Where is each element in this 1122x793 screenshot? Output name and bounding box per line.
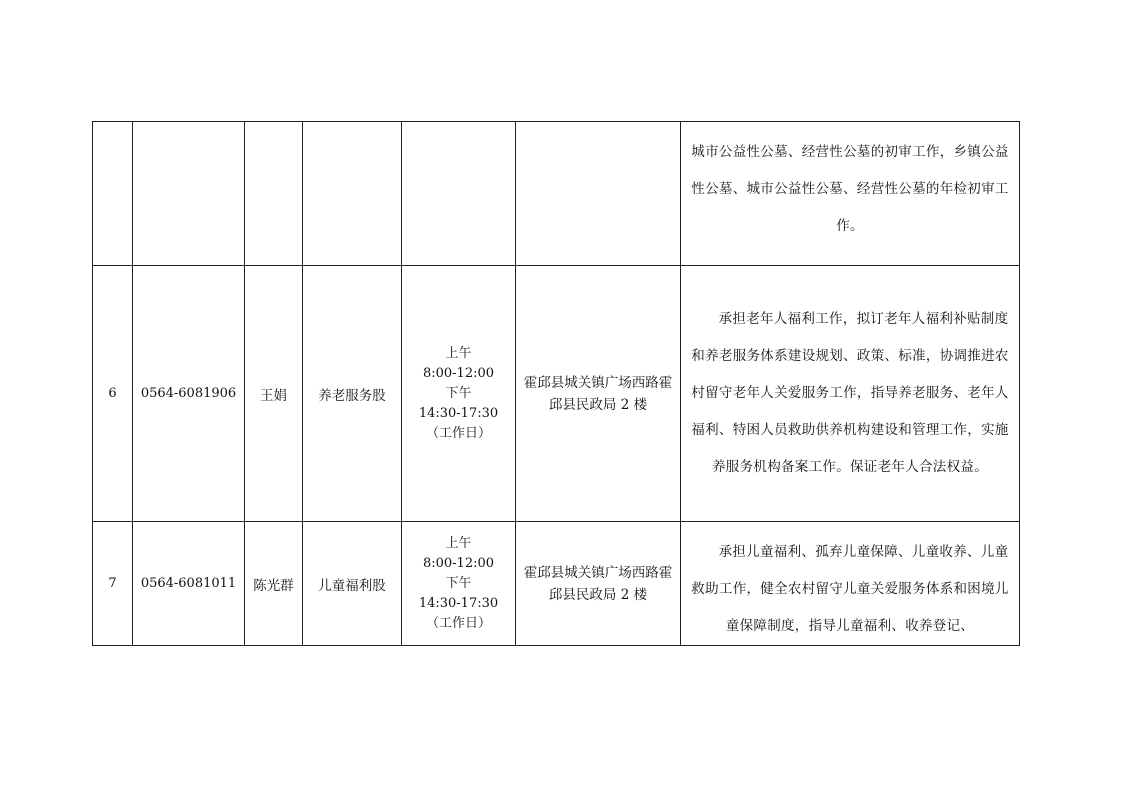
cell-dept: 儿童福利股 <box>303 522 402 646</box>
hours-am-time: 8:00-12:00 <box>422 555 495 571</box>
duty-text: 承担儿童福利、孤弃儿童保障、儿童收养、儿童救助工作，健全农村留守儿童关爱服务体系和困境儿童保障制度，指导儿童福利、收养登记、 <box>691 544 1009 634</box>
cell-hours <box>402 522 516 646</box>
cell-tel: 0564-6081906 <box>133 266 245 522</box>
duty-text: 承担老年人福利工作，拟订老年人福利补贴制度和养老服务体系建设规划、政策、标准，协调推进农村留守老年人关爱服务工作，指导养老服务、老年人福利、特困人员救助供养机构建设和管理工作，实施养服务机构备案工作。保证老年人合法权益。 <box>691 311 1009 475</box>
table-row <box>93 266 1020 522</box>
hours-am-label: 上午 <box>445 535 472 551</box>
cell-address: 霍邱县城关镇广场西路霍邱县民政局 2 楼 <box>516 266 681 522</box>
cell-dept <box>303 122 402 266</box>
table-row <box>93 522 1020 646</box>
cell-duty <box>681 122 1020 266</box>
cell-dept: 养老服务股 <box>303 266 402 522</box>
cell-duty <box>681 266 1020 522</box>
cell-no <box>93 122 133 266</box>
cell-address: 霍邱县城关镇广场西路霍邱县民政局 2 楼 <box>516 522 681 646</box>
hours-am-label: 上午 <box>445 345 472 361</box>
cell-no: 7 <box>93 522 133 646</box>
cell-name: 陈光群 <box>245 522 303 646</box>
cell-duty <box>681 522 1020 646</box>
hours-note: （工作日） <box>425 615 491 631</box>
cell-tel: 0564-6081011 <box>133 522 245 646</box>
hours-am-time: 8:00-12:00 <box>422 365 495 381</box>
hours-pm-label: 下午 <box>445 385 472 401</box>
cell-name <box>245 122 303 266</box>
cell-address <box>516 122 681 266</box>
cell-hours <box>402 122 516 266</box>
hours-pm-time: 14:30-17:30 <box>418 405 499 421</box>
table-row-continuation <box>93 122 1020 266</box>
cell-hours <box>402 266 516 522</box>
cell-no: 6 <box>93 266 133 522</box>
hours-note: （工作日） <box>425 425 491 441</box>
contact-table <box>92 121 1020 646</box>
cell-tel <box>133 122 245 266</box>
hours-pm-label: 下午 <box>445 575 472 591</box>
cell-name: 王娟 <box>245 266 303 522</box>
hours-pm-time: 14:30-17:30 <box>418 595 499 611</box>
duty-text: 城市公益性公墓、经营性公墓的初审工作，乡镇公益性公墓、城市公益性公墓、经营性公墓的年检初审工作。 <box>691 144 1009 234</box>
